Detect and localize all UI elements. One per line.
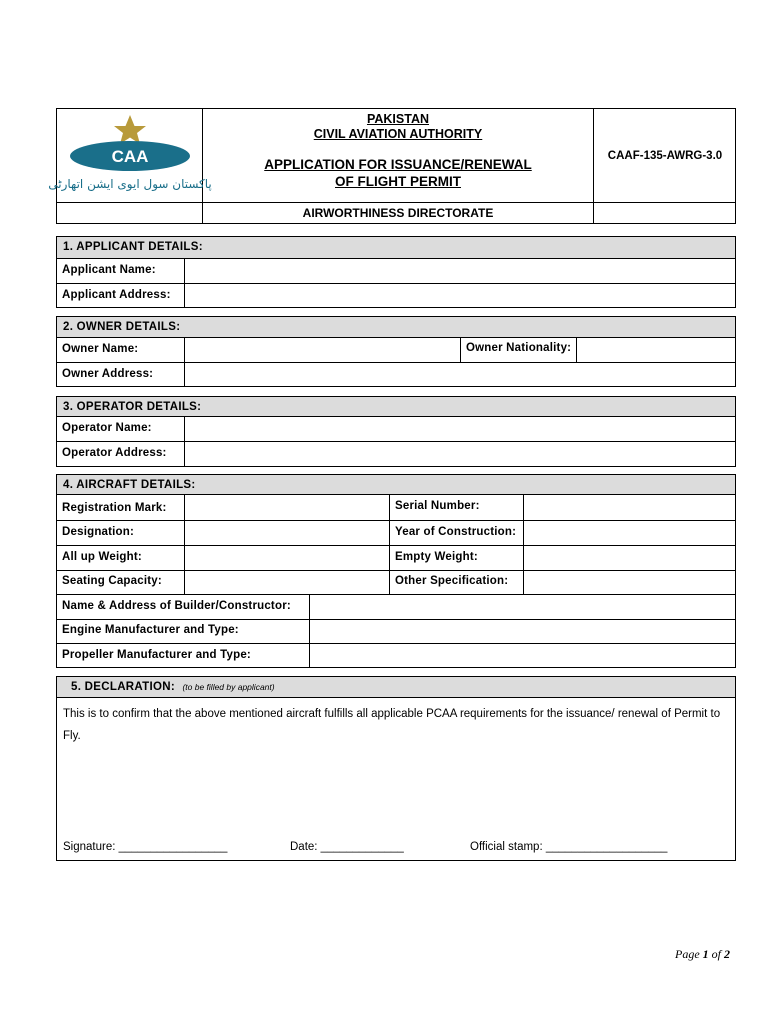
year-of-construction-label: Year of Construction: [395,526,517,538]
applicant-address-label: Applicant Address: [62,289,171,301]
page-total: 2 [724,947,730,961]
registration-mark-field[interactable] [185,496,389,520]
operator-address-field[interactable] [184,442,735,466]
logo-text: CAA [111,147,149,166]
official-stamp-line[interactable]: Official stamp: ___________________ [470,841,668,853]
owner-address-field[interactable] [184,363,735,386]
caa-logo [48,113,212,199]
year-of-construction-field[interactable] [524,521,735,545]
all-up-weight-label: All up Weight: [62,551,142,563]
logo-urdu-text: پاکستان سول ایوی ایشن اتھارٹی [48,177,212,191]
declaration-section-heading [57,677,735,698]
declaration-text: This is to confirm that the above mentioned aircraft fulfills all applicable PCAA requirements for the issuance/ renewal of Permit to Fly. [63,708,721,742]
serial-number-label: Serial Number: [395,500,480,512]
owner-nationality-field[interactable] [576,338,735,362]
applicant-section-heading: 1. APPLICANT DETAILS: [57,237,735,259]
owner-name-label: Owner Name: [62,343,139,355]
builder-label: Name & Address of Builder/Constructor: [62,600,291,612]
engine-label: Engine Manufacturer and Type: [62,624,239,636]
designation-field[interactable] [185,521,389,545]
country-title: PAKISTAN [366,112,430,126]
header-row-divider [56,202,736,203]
operator-address-label: Operator Address: [62,447,167,459]
page-word: Page [675,947,700,961]
operator-name-field[interactable] [184,417,735,441]
seating-capacity-field[interactable] [185,571,389,594]
applicant-name-field[interactable] [184,259,735,283]
operator-section-heading: 3. OPERATOR DETAILS: [57,397,735,417]
star-icon [48,113,212,199]
designation-label: Designation: [62,526,135,538]
page-current: 1 [702,947,709,961]
header-divider-2 [593,108,594,224]
builder-field[interactable] [310,595,735,619]
operator-name-label: Operator Name: [62,422,152,434]
owner-name-field[interactable] [184,338,460,362]
authority-title: CIVIL AVIATION AUTHORITY [313,127,483,141]
declaration-heading-text: 5. DECLARATION: [71,681,175,693]
signature-line[interactable]: Signature: _________________ [63,841,228,853]
date-line[interactable]: Date: _____________ [290,841,404,853]
registration-mark-label: Registration Mark: [62,502,167,514]
owner-section-heading: 2. OWNER DETAILS: [57,317,735,338]
declaration-heading-note: (to be filled by applicant) [182,682,275,692]
form-code: CAAF-135-AWRG-3.0 [607,150,723,162]
form-title-line1: APPLICATION FOR ISSUANCE/RENEWAL [264,157,532,172]
serial-number-field[interactable] [524,496,735,520]
seating-capacity-label: Seating Capacity: [62,575,162,587]
propeller-field[interactable] [310,644,735,667]
page-of: of [711,947,721,961]
engine-field[interactable] [310,620,735,643]
propeller-label: Propeller Manufacturer and Type: [62,649,251,661]
form-title-line2: OF FLIGHT PERMIT [335,174,461,189]
applicant-name-label: Applicant Name: [62,264,156,276]
owner-address-label: Owner Address: [62,368,154,380]
other-specification-field[interactable] [524,571,735,594]
empty-weight-field[interactable] [524,546,735,570]
directorate-title: AIRWORTHINESS DIRECTORATE [302,206,494,220]
page-number [600,947,730,962]
all-up-weight-field[interactable] [185,546,389,570]
owner-nationality-label: Owner Nationality: [460,338,576,362]
applicant-address-field[interactable] [184,284,735,307]
other-specification-label: Other Specification: [395,575,509,587]
empty-weight-label: Empty Weight: [395,551,478,563]
aircraft-section-heading: 4. AIRCRAFT DETAILS: [57,475,735,495]
